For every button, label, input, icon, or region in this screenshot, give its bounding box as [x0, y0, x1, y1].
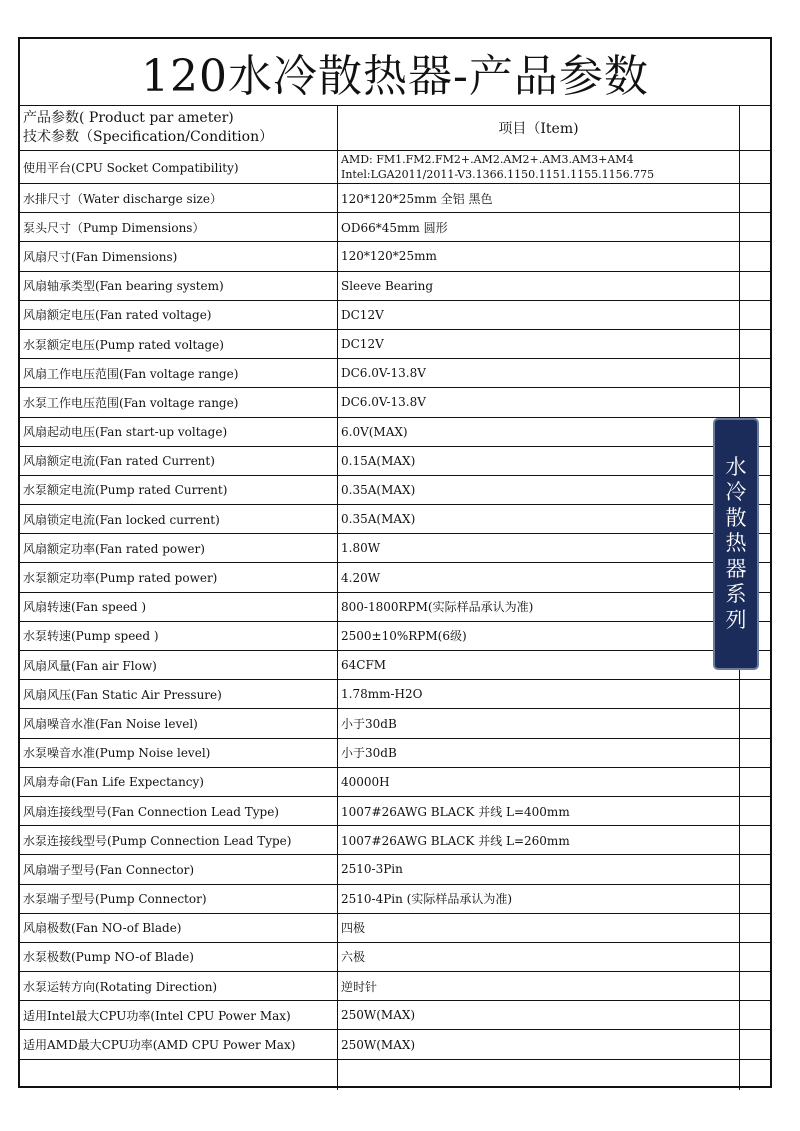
row-label: 风扇轴承类型(Fan bearing system): [20, 272, 338, 300]
row-value: 250W(MAX): [338, 1030, 740, 1058]
platform-intel: Intel:LGA2011/2011-V3.1366.1150.1151.1155.1156.775: [341, 168, 655, 181]
row-value: 1007#26AWG BLACK 并线 L=260mm: [338, 826, 740, 854]
table-row: [20, 1001, 770, 1030]
row-value: 2500±10%RPM(6级): [338, 622, 740, 650]
table-row: [20, 972, 770, 1001]
row-label: 风扇风压(Fan Static Air Pressure): [20, 680, 338, 708]
row-label-empty: [20, 1060, 338, 1090]
table-row: [20, 709, 770, 738]
row-value: OD66*45mm 圆形: [338, 213, 740, 241]
row-label: 水泵噪音水准(Pump Noise level): [20, 739, 338, 767]
table-row: [20, 914, 770, 943]
row-value: 四极: [338, 914, 740, 942]
blank-column: [740, 797, 770, 825]
page-title: 120水冷散热器-产品参数: [20, 39, 770, 106]
blank-column: [740, 914, 770, 942]
row-label: 风扇额定电流(Fan rated Current): [20, 447, 338, 475]
row-label: 泵头尺寸（Pump Dimensions）: [20, 213, 338, 241]
header-params-line1: 产品参数( Product par ameter): [23, 109, 234, 126]
row-label: 适用AMD最大CPU功率(AMD CPU Power Max): [20, 1030, 338, 1058]
blank-column: [740, 213, 770, 241]
row-label: 风扇尺寸(Fan Dimensions): [20, 242, 338, 270]
row-value: 2510-4Pin (实际样品承认为准): [338, 885, 740, 913]
row-label: 水泵极数(Pump NO-of Blade): [20, 943, 338, 971]
blank-column: [740, 1060, 770, 1090]
row-value: 六极: [338, 943, 740, 971]
row-value: DC6.0V-13.8V: [338, 388, 740, 416]
row-value: 40000H: [338, 768, 740, 796]
blank-column: [740, 151, 770, 183]
row-value: DC6.0V-13.8V: [338, 359, 740, 387]
table-row: [20, 739, 770, 768]
row-label: 风扇工作电压范围(Fan voltage range): [20, 359, 338, 387]
table-row-platform: [20, 151, 770, 184]
row-value: 120*120*25mm: [338, 242, 740, 270]
row-label: 水泵工作电压范围(Fan voltage range): [20, 388, 338, 416]
blank-column: [740, 709, 770, 737]
row-label: 风扇额定功率(Fan rated power): [20, 534, 338, 562]
table-row: [20, 885, 770, 914]
table-row-empty: [20, 1060, 770, 1090]
side-tab-char: 系: [725, 582, 747, 607]
header-col-params: [20, 105, 338, 150]
table-row: [20, 242, 770, 271]
blank-column: [740, 301, 770, 329]
table-row: [20, 272, 770, 301]
table-row: [20, 476, 770, 505]
header-col-item: 项目（Item): [338, 105, 740, 150]
side-tab-char: 冷: [725, 480, 747, 505]
row-label: 风扇极数(Fan NO-of Blade): [20, 914, 338, 942]
row-value: 6.0V(MAX): [338, 418, 740, 446]
table-row: [20, 418, 770, 447]
row-label: 水泵额定电流(Pump rated Current): [20, 476, 338, 504]
blank-column: [740, 680, 770, 708]
row-value: 0.35A(MAX): [338, 505, 740, 533]
table-row: [20, 680, 770, 709]
table-row: [20, 563, 770, 592]
row-value: DC12V: [338, 330, 740, 358]
row-label: 风扇风量(Fan air Flow): [20, 651, 338, 679]
row-value-empty: [338, 1060, 740, 1090]
table-row: [20, 505, 770, 534]
row-value: 1.78mm-H2O: [338, 680, 740, 708]
table-row: [20, 593, 770, 622]
blank-column: [740, 943, 770, 971]
header-params-line2: 技术参数（Specification/Condition）: [23, 128, 274, 145]
row-value: 小于30dB: [338, 739, 740, 767]
row-label: 风扇锁定电流(Fan locked current): [20, 505, 338, 533]
blank-column: [740, 1001, 770, 1029]
row-value: 0.15A(MAX): [338, 447, 740, 475]
row-value: 逆时针: [338, 972, 740, 1000]
table-row: [20, 826, 770, 855]
table-header: [20, 105, 770, 151]
table-row: [20, 301, 770, 330]
row-value: DC12V: [338, 301, 740, 329]
row-value: Sleeve Bearing: [338, 272, 740, 300]
row-value: 2510-3Pin: [338, 855, 740, 883]
row-label: 适用Intel最大CPU功率(Intel CPU Power Max): [20, 1001, 338, 1029]
row-label: 水泵运转方向(Rotating Direction): [20, 972, 338, 1000]
row-label: 风扇噪音水准(Fan Noise level): [20, 709, 338, 737]
blank-column: [740, 855, 770, 883]
blank-column: [740, 272, 770, 300]
row-label: 水泵端子型号(Pump Connector): [20, 885, 338, 913]
side-tab-char: 列: [725, 607, 747, 632]
row-value: 0.35A(MAX): [338, 476, 740, 504]
row-label: 风扇起动电压(Fan start-up voltage): [20, 418, 338, 446]
table-row: [20, 534, 770, 563]
blank-column: [740, 826, 770, 854]
table-row: [20, 447, 770, 476]
table-row: [20, 797, 770, 826]
table-row: [20, 768, 770, 797]
row-label: 水泵转速(Pump speed ): [20, 622, 338, 650]
series-side-tab: [713, 418, 759, 670]
row-label: 使用平台(CPU Socket Compatibility): [20, 151, 338, 183]
table-row: [20, 330, 770, 359]
row-value: 1.80W: [338, 534, 740, 562]
row-label: 水排尺寸（Water discharge size）: [20, 184, 338, 212]
row-value: 1007#26AWG BLACK 并线 L=400mm: [338, 797, 740, 825]
blank-column: [740, 359, 770, 387]
table-row: [20, 622, 770, 651]
table-row: [20, 213, 770, 242]
platform-amd: AMD: FM1.FM2.FM2+.AM2.AM2+.AM3.AM3+AM4: [341, 153, 634, 166]
table-row: [20, 855, 770, 884]
row-value: 800-1800RPM(实际样品承认为准): [338, 593, 740, 621]
side-tab-char: 器: [725, 556, 747, 581]
row-value: 4.20W: [338, 563, 740, 591]
row-label: 风扇端子型号(Fan Connector): [20, 855, 338, 883]
row-label: 水泵额定电压(Pump rated voltage): [20, 330, 338, 358]
table-row: [20, 388, 770, 417]
blank-column: [740, 885, 770, 913]
side-tab-char: 散: [725, 505, 747, 530]
table-row: [20, 1030, 770, 1059]
row-value: 小于30dB: [338, 709, 740, 737]
blank-column: [740, 739, 770, 767]
blank-column: [740, 242, 770, 270]
row-label: 风扇额定电压(Fan rated voltage): [20, 301, 338, 329]
side-tab-char: 水: [725, 454, 747, 479]
table-row: [20, 943, 770, 972]
blank-column: [740, 1030, 770, 1058]
row-label: 水泵连接线型号(Pump Connection Lead Type): [20, 826, 338, 854]
row-label: 风扇寿命(Fan Life Expectancy): [20, 768, 338, 796]
side-tab-char: 热: [725, 531, 747, 556]
table-row: [20, 359, 770, 388]
blank-column: [740, 330, 770, 358]
table-row: [20, 651, 770, 680]
blank-column: [740, 388, 770, 416]
row-label: 水泵额定功率(Pump rated power): [20, 563, 338, 591]
blank-column: [740, 184, 770, 212]
blank-column: [740, 972, 770, 1000]
row-label: 风扇连接线型号(Fan Connection Lead Type): [20, 797, 338, 825]
spec-table: [20, 105, 770, 1090]
row-value: 120*120*25mm 全铝 黑色: [338, 184, 740, 212]
row-value: 64CFM: [338, 651, 740, 679]
row-label: 风扇转速(Fan speed ): [20, 593, 338, 621]
row-value: 250W(MAX): [338, 1001, 740, 1029]
spec-sheet: [18, 37, 772, 1088]
blank-column: [740, 768, 770, 796]
row-value: [338, 151, 740, 183]
blank-column: [740, 105, 770, 150]
table-row: [20, 184, 770, 213]
